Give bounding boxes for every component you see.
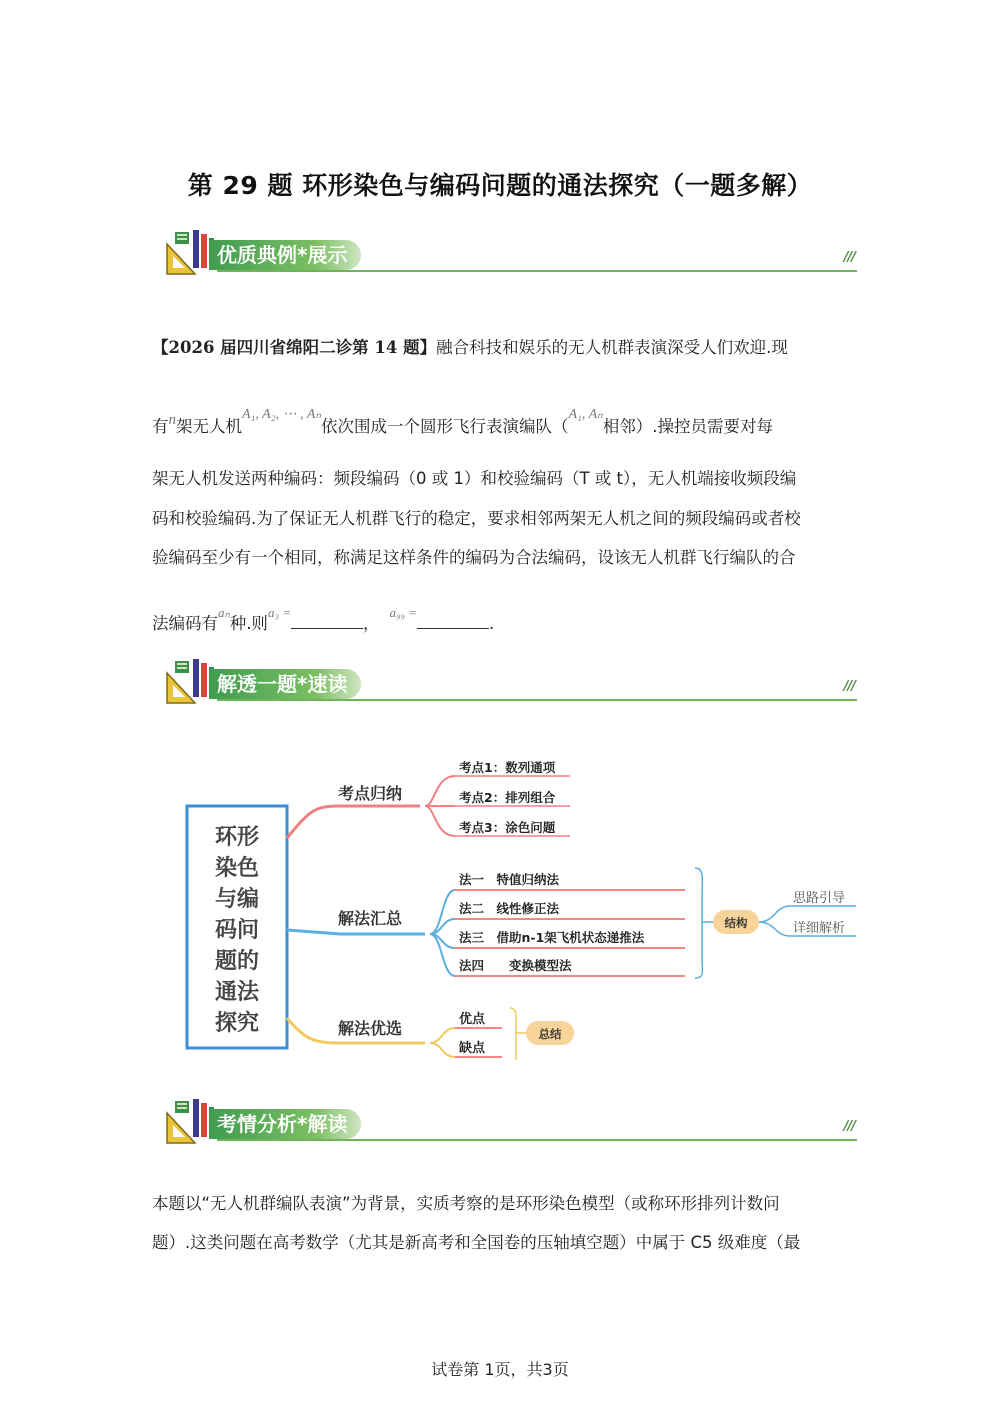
math-an: aₙ	[218, 605, 230, 620]
branch-label-youxuan: 解法优选	[338, 1019, 403, 1038]
center-text: 通法	[214, 980, 260, 1005]
problem-line-3: 架无人机发送两种编码：频段编码（0 或 1）和校验编码（T 或 t），无人机端接收频段编	[152, 469, 797, 488]
math-a3: a₃ =	[267, 605, 291, 620]
problem-line-2	[152, 407, 852, 437]
answer-blank-a99[interactable]	[417, 614, 489, 629]
sub-thinking-guide: 思路引导	[793, 891, 846, 906]
branch-label-kaodian: 考点归纳	[338, 784, 403, 803]
analysis-line-1: 本题以“无人机群编队表演”为背景，实质考察的是环形染色模型（或称环形排列计数问	[152, 1194, 780, 1213]
banner-label: 考情分析*解读	[209, 1109, 361, 1139]
branch-label-jiefa: 解法汇总	[338, 909, 403, 928]
leaf-kaodian-3: 考点3：涂色问题	[459, 820, 556, 835]
leaf-cons: 缺点	[459, 1041, 486, 1056]
banner-divider	[217, 699, 857, 701]
problem-text: 架无人机	[176, 417, 242, 436]
math-sequence: A₁, A₂, ⋯ , Aₙ	[242, 407, 321, 422]
section-banner-showcase	[165, 228, 857, 276]
center-text: 码问	[214, 918, 260, 943]
math-a99: a₉₉ =	[389, 605, 418, 620]
problem-line-4: 码和校验编码.为了保证无人机群飞行的稳定，要求相邻两架无人机之间的频段编码或者校	[152, 509, 801, 528]
leaf-method-1: 法一 特值归纳法	[459, 872, 560, 887]
problem-text: .	[489, 614, 495, 633]
leaf-method-3: 法三 借助n-1架飞机状态递推法	[459, 930, 645, 945]
bubble-structure-label: 结构	[724, 916, 748, 930]
banner-label: 解透一题*速读	[209, 669, 361, 699]
banner-slashes: ///	[843, 1119, 855, 1134]
problem-source: 【2026 届四川省绵阳二诊第 14 题】	[152, 338, 437, 357]
leaf-pros: 优点	[459, 1012, 486, 1027]
banner-label: 优质典例*展示	[209, 240, 361, 270]
analysis-line-2: 题）.这类问题在高考数学（尤其是新高考和全国卷的压轴填空题）中属于 C5 级难度（最	[152, 1233, 801, 1252]
leaf-kaodian-1: 考点1：数列通项	[459, 760, 556, 775]
problem-text: 法编码有	[152, 614, 218, 633]
banner-divider	[217, 270, 857, 272]
sub-detailed-analysis: 详细解析	[793, 921, 846, 936]
math-pair: A₁, Aₙ	[568, 407, 603, 422]
leaf-method-4: 法四 变换模型法	[459, 958, 572, 973]
center-text: 与编	[214, 887, 260, 912]
banner-slashes: ///	[843, 250, 855, 265]
problem-text: 依次围成一个圆形飞行表演编队（	[320, 417, 569, 436]
leaf-method-2: 法二 线性修正法	[459, 901, 560, 916]
problem-line-5: 验编码至少有一个相同，称满足这样条件的编码为合法编码，设该无人机群飞行编队的合	[152, 548, 796, 567]
center-text: 探究	[214, 1011, 260, 1036]
page-footer: 试卷第 1页，共3页	[431, 1360, 569, 1379]
banner-divider	[217, 1139, 857, 1141]
problem-text: 相邻）.操控员需要对每	[602, 417, 774, 436]
problem-text: ，	[362, 614, 380, 633]
section-banner-quickread	[165, 657, 857, 705]
problem-text: 种.则	[229, 614, 268, 633]
math-n: n	[168, 412, 176, 428]
problem-text: 融合科技和娱乐的无人机群表演深受人们欢迎.现	[436, 338, 788, 357]
branch-connector	[287, 806, 420, 838]
answer-blank-a3[interactable]	[291, 614, 363, 629]
problem-line-6	[152, 605, 852, 634]
center-text: 染色	[214, 856, 260, 881]
leaf-kaodian-2: 考点2：排列组合	[459, 790, 556, 805]
bubble-summary-label: 总结	[538, 1027, 562, 1041]
banner-slashes: ///	[843, 679, 855, 694]
problem-text: 有	[152, 417, 169, 436]
branch-connector	[287, 930, 425, 934]
mind-map	[180, 750, 870, 1060]
center-text: 环形	[214, 825, 260, 850]
page-title: 第 29 题 环形染色与编码问题的通法探究（一题多解）	[187, 171, 813, 200]
center-text: 题的	[214, 949, 260, 974]
section-banner-analysis	[165, 1097, 857, 1145]
problem-line-1	[152, 334, 852, 358]
